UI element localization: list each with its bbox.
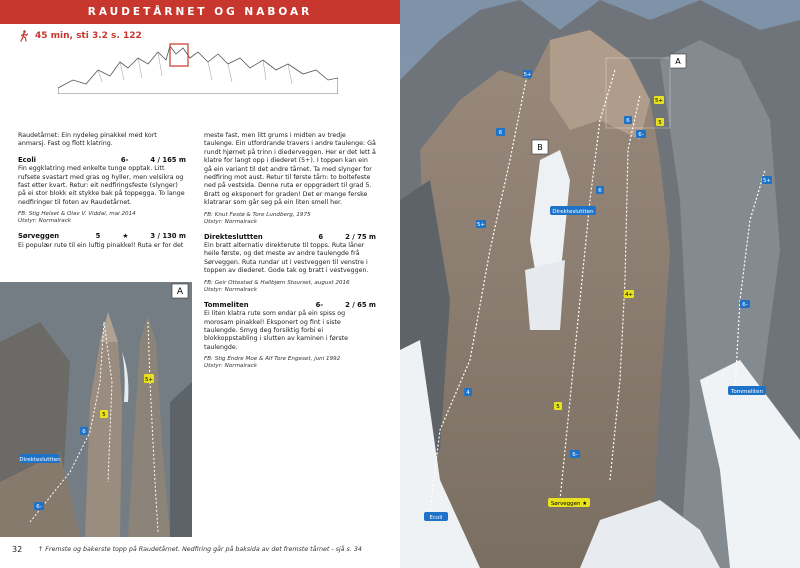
photo-marker: A [675,57,681,66]
route-name: Sørveggen [18,232,60,241]
route-label: Ecoli [429,515,443,521]
photo-marker: A [176,287,184,297]
route-heading-tommeliten [204,301,376,309]
section-header [0,0,400,24]
continued-text: meste fast, men litt grums i midten av tredje taulenge. Ein utfordrande travers i andre taulenge: Gå rundt hjørnet på trinn i diederveggen. Her er det lett å klatre for langt opp i diederet (5+). I toppen kan ein gå ein variant til det andre tårnet. Ta med slynger for nedfiring mot aust. Retur til første tårn: to boltefeste ned på vestsida. Denne ruta er oppgradert til grad 5. Bratt og eksponert for graden! Det er mange ferske klatrarar som går seg på ein liten smell her. [204,132,376,207]
route-length: 2 / 75 m [345,232,376,241]
gear-info: Utstyr: Normalrack [204,218,258,225]
route-description: Ei liten klatra rute som endar på ein spiss og morosam pinakkel! Eksponert og fint i siste taulengde. Smyg deg forsiktig forbi ei blokkoppstabling i slutten av kaminen i første taulengde. [204,310,348,351]
approach-text: 45 min, sti 3.2 s. 122 [35,31,142,41]
grade-label: 6 [498,130,503,136]
page-footer [0,537,400,568]
route-name: Ecoli [18,155,37,164]
first-ascent: FB: Stig Helset & Olav V. Viddal, mai 2014 [18,211,136,218]
text-column-right [204,132,376,370]
route-heading-ecoli [18,156,186,164]
grade-label: 4 [466,390,470,396]
first-ascent: FB: Knut Festø & Tore Lundberg, 1975 [204,211,311,218]
route-label: Direktesluttten [552,209,594,215]
grade-label: 5+ [476,222,486,228]
route-name: Tommeliten [204,300,249,309]
route-grade: 5 [95,232,101,241]
grade-label: 5 [556,404,560,410]
grade-label: 6- [572,452,578,458]
grade-label: 6- [638,132,644,138]
route-grade: 6- [120,155,129,164]
first-ascent: FB: Stig Endre Moe & Alf Tore Engeset, juni 1992 [204,356,341,363]
route-heading-direktesluttten [204,233,376,241]
route-length: 4 / 165 m [150,155,186,164]
text-column-left [18,132,186,254]
route-grade: 6- [315,300,324,309]
star-icon: ★ [122,232,129,241]
ridge-overview-sketch [58,40,338,94]
photo-marker: B [537,143,543,152]
route-label: Tommeliten [731,389,763,395]
hiker-icon [18,30,30,42]
grade-label: 5 [658,120,662,126]
route-name: Direktesluttten [204,232,263,241]
grade-label: 6- [36,504,42,510]
route-description: Fin eggklatring med enkelte tunge opptak. Litt rufsete svastart med gras og hyller, men velsikra og fast etter kvart. Retur: eit nedfiringsfeste (slynger) på ei stor blokk eit stykke bak på toppegga. To lange nedfiringer til foten av Raudetårnet. [18,165,185,206]
grade-label: 5+ [144,377,154,383]
grade-label: 6 [626,118,630,124]
grade-label: 4+ [624,292,634,298]
route-label: Direktesluttten [19,457,61,463]
grade-label: 5+ [523,72,532,78]
section-title: RAUDETÅRNET OG NABOAR [87,6,313,18]
route-length: 2 / 65 m [345,300,376,309]
route-topo-main [400,0,800,568]
grade-label: 5+ [654,98,664,104]
route-description: Ein bratt alternativ direkterute til topps. Ruta låner heile første, og det meste av andre taulengde frå Sørveggen. Ruta rundar ut i vestveggen til venstre i toppen av diederet. Gode tak og bratt i vestveggen. [204,242,369,275]
route-photo-a [0,282,192,537]
grade-label: 6 [82,429,86,435]
grade-label: 5 [102,412,106,418]
gear-info: Utstyr: Normalrack [204,363,258,370]
grade-label: 6- [742,302,748,308]
grade-label: 5+ [762,178,772,184]
first-ascent: FB: Geir Ottestad & Hallbjørn Stourset, august 2016 [204,279,350,286]
page-number: 32 [12,545,23,554]
route-grade: 6 [318,232,324,241]
photo-caption: ↑ Fremste og bakerste topp på Raudetårnet. Nedfiring går på baksida av det fremste tårnet - sjå s. 34 [38,546,362,553]
right-page-photo [400,0,800,568]
route-description: Ei populær rute til ein luftig pinakkel! Ruta er for det [18,241,184,249]
gear-info: Utstyr: Normalrack [18,218,72,225]
grade-label: 6 [598,188,602,194]
route-label: Sørveggen ★ [550,501,588,507]
route-heading-sorveggen [18,232,186,240]
route-topo-a [0,282,192,537]
intro-text: Raudetårnet: Ein nydeleg pinakkel med kort anmarsj. Fast og flott klatring. [18,132,157,148]
gear-info: Utstyr: Normalrack [204,286,258,293]
route-length: 3 / 130 m [150,232,186,241]
